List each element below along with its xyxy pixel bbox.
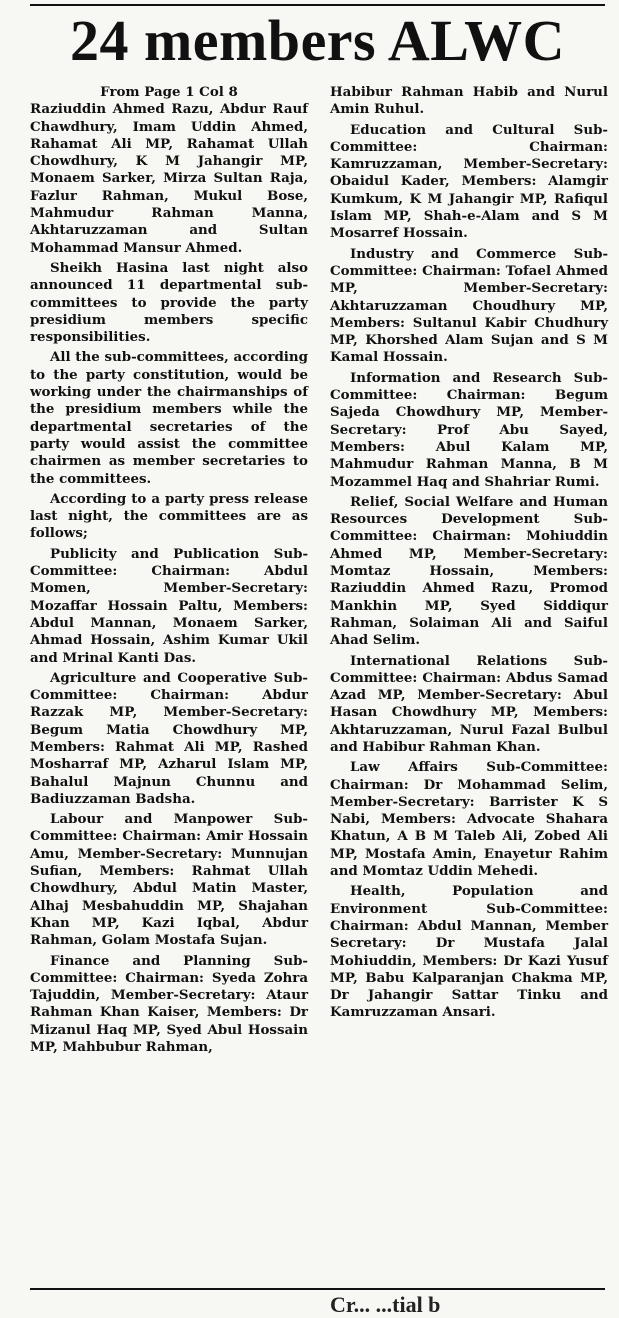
top-rule xyxy=(30,4,605,6)
paragraph: Finance and Planning Sub-Committee: Chairman: Syeda Zohra Tajuddin, Member-Secretary: Ataur Rahman Khan Kaiser, Members: Dr Mizanul Haq MP, Syed Abul Hossain MP, Mahbubur Rahman, xyxy=(30,952,308,1056)
left-column xyxy=(30,84,308,1284)
article-body xyxy=(30,84,608,1284)
paragraph: Labour and Manpower Sub-Committee: Chairman: Amir Hossain Amu, Member-Secretary: Munnujan Sufian, Members: Rahmat Ullah Chowdhury, Abdul Matin Master, Alhaj Mesbahuddin MP, Shajahan Khan MP, Kazi Iqbal, Abdur Rahman, Golam Mostafa Sujan. xyxy=(30,811,308,949)
paragraph: Agriculture and Cooperative Sub-Committee: Chairman: Abdur Razzak MP, Member-Secretary: Begum Matia Chowdhury MP, Members: Rahmat Ali MP, Rashed Mosharraf MP, Azharul Islam MP, Bahalul Majnun Chunnu and Badiuzzaman Badsha. xyxy=(30,669,308,807)
paragraph: All the sub-committees, according to the party constitution, would be working under the chairmanships of the presidium members while the departmental secretaries of the party would assist the committee chairmen as member secretaries to the committees. xyxy=(30,349,308,487)
paragraph: Information and Research Sub-Committee: Chairman: Begum Sajeda Chowdhury MP, Member-Secretary: Prof Abu Sayed, Members: Abul Kalam MP, Mahmudur Rahman Manna, B M Mozammel Haq and Shahriar Rumi. xyxy=(330,369,608,490)
paragraph: Sheikh Hasina last night also announced 11 departmental sub-committees to provide the party presidium members specific responsibilities. xyxy=(30,259,308,346)
bottom-rule xyxy=(30,1288,605,1290)
paragraph: International Relations Sub-Committee: Chairman: Abdus Samad Azad MP, Member-Secretary: Abul Hasan Chowdhury MP, Members: Akhtaruzzaman, Nurul Fazal Bulbul and Habibur Rahman Khan. xyxy=(330,652,608,755)
paragraph: Raziuddin Ahmed Razu, Abdur Rauf Chawdhury, Imam Uddin Ahmed, Rahamat Ali MP, Rahamat Ullah Chowdhury, K M Jahangir MP, Monaem Sarker, Mirza Sultan Raja, Fazlur Rahman, Mukul Bose, Mahmudur Rahman Manna, Akhtaruzzaman and Sultan Mohammad Mansur Ahmed. xyxy=(30,101,308,256)
paragraph: Law Affairs Sub-Committee: Chairman: Dr Mohammad Selim, Member-Secretary: Barrister K S Nabi, Members: Advocate Shahara Khatun, A B M Taleb Ali, Zobed Ali MP, Mostafa Amin, Enayetur Rahim and Momtaz Uddin Mehedi. xyxy=(330,759,608,880)
next-article-headline: Cr... ...tial b xyxy=(330,1292,441,1317)
paragraph: Industry and Commerce Sub-Committee: Chairman: Tofael Ahmed MP, Member-Secretary: Akhtaruzzaman Choudhury MP, Members: Sultanul Kabir Chudhury MP, Khorshed Alam Sujan and S M Kamal Hossain. xyxy=(330,245,608,366)
from-line: From Page 1 Col 8 xyxy=(100,84,238,100)
paragraph: Health, Population and Environment Sub-Committee: Chairman: Abdul Mannan, Member Secretary: Dr Mustafa Jalal Mohiuddin, Members: Dr Kazi Yusuf MP, Babu Kalparanjan Chakma MP, Dr Jahangir Sattar Tinku and Kamruzzaman Ansari. xyxy=(330,883,608,1021)
paragraph: Education and Cultural Sub-Committee: Chairman: Kamruzzaman, Member-Secretary: Obaidul Kader, Members: Alamgir Kumkum, K M Jahangir MP, Rafiqul Islam MP, Shah-e-Alam and S M Mosarref Hossain. xyxy=(330,121,608,242)
paragraph: Publicity and Publication Sub-Committee: Chairman: Abdul Momen, Member-Secretary: Mozaffar Hossain Paltu, Members: Abdul Mannan, Monaem Sarker, Ahmad Hossain, Ashim Kumar Ukil and Mrinal Kanti Das. xyxy=(30,545,308,666)
paragraph: Relief, Social Welfare and Human Resources Development Sub-Committee: Chairman: Mohiuddin Ahmed MP, Member-Secretary: Momtaz Hossain, Members: Raziuddin Ahmed Razu, Promod Mankhin MP, Syed Siddiqur Rahman, Solaiman Ali and Saiful Ahad Selim. xyxy=(330,493,608,649)
paragraph: According to a party press release last night, the committees are as follows; xyxy=(30,490,308,542)
paragraph: Habibur Rahman Habib and Nurul Amin Ruhul. xyxy=(330,84,608,118)
right-column xyxy=(330,84,608,1284)
headline: 24 members ALWC xyxy=(69,8,566,73)
